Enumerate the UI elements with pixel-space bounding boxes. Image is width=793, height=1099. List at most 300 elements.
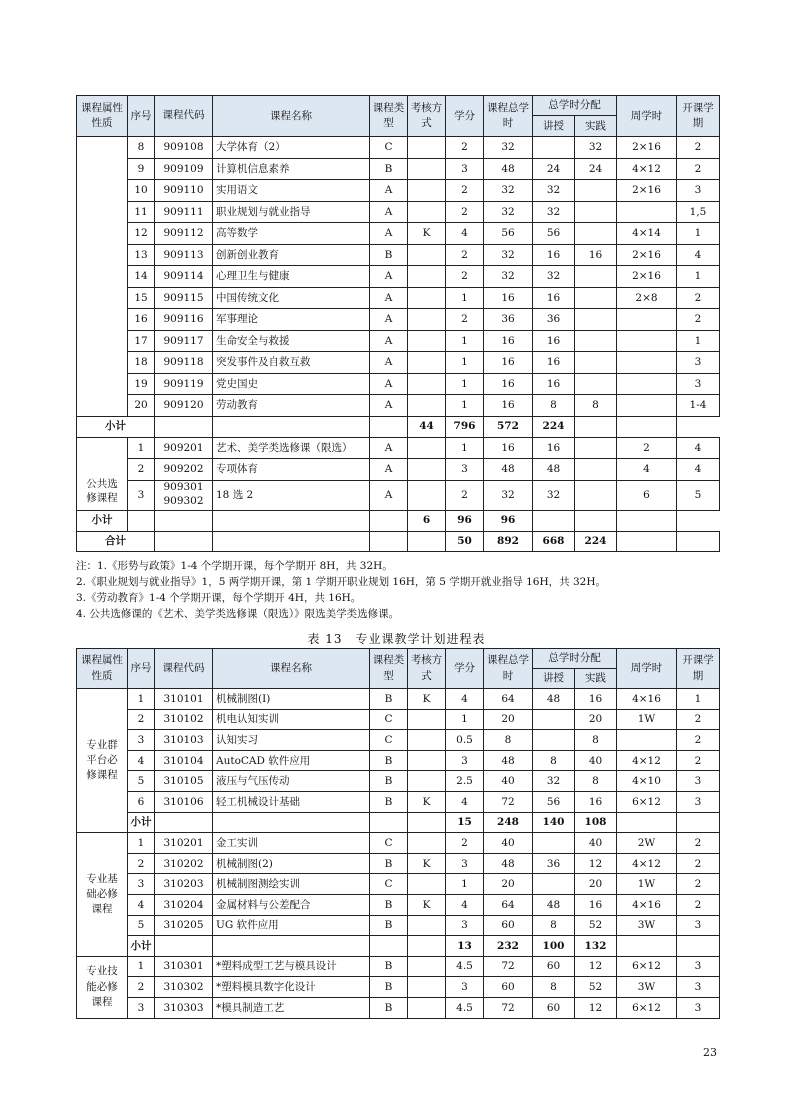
- cell-term: 2: [677, 833, 720, 854]
- cell-lecture: 48: [533, 459, 575, 481]
- cell-code: 310202: [155, 853, 213, 874]
- cell-lecture: 16: [533, 244, 575, 266]
- cell-term: 3: [677, 915, 720, 936]
- cell-lecture: [533, 137, 575, 159]
- header-lecture: 讲授: [533, 669, 575, 689]
- cell-credit: 1: [446, 287, 484, 309]
- cell-practice: 8: [575, 730, 617, 751]
- total-row: [77, 531, 720, 551]
- cell-practice: [575, 287, 617, 309]
- cell-exam: [408, 330, 446, 352]
- cell-code: 909118: [155, 352, 213, 374]
- table-row: [77, 791, 720, 812]
- cell-credit: 2.5: [446, 771, 484, 792]
- table-row: [77, 480, 720, 510]
- cell-lecture: 32: [533, 480, 575, 510]
- cell-exam: K: [408, 791, 446, 812]
- cell-term: 3: [677, 956, 720, 977]
- cell-practice: [575, 309, 617, 331]
- header-code: 课程代码: [155, 96, 213, 137]
- cell-practice: 32: [575, 137, 617, 159]
- note-line: 2.《职业规划与就业指导》1，5 两学期开课，第 1 学期开职业规划 16H，第 5 学期开就业指导 16H，共 32H。: [76, 576, 606, 588]
- cell-total: 64: [484, 689, 533, 710]
- cell-total: 60: [484, 915, 533, 936]
- cell-type: C: [370, 137, 408, 159]
- cell-practice: [575, 330, 617, 352]
- cell-empty: [370, 812, 408, 833]
- cell-weekly: 3W: [617, 915, 677, 936]
- cell-seq: 20: [128, 395, 155, 417]
- cell-practice: 52: [575, 977, 617, 998]
- cell-term: 3: [677, 180, 720, 202]
- header-dist: 总学时分配: [533, 649, 617, 669]
- cell-total: 16: [484, 373, 533, 395]
- header-seq: 序号: [128, 649, 155, 689]
- table-row: [77, 977, 720, 998]
- cell-weekly: 2×8: [617, 287, 677, 309]
- cell-credit: 3: [446, 977, 484, 998]
- elective-subtotal-label: 小计: [77, 510, 128, 531]
- course-code: 909301: [163, 481, 204, 494]
- cell-credit: 1: [446, 352, 484, 374]
- cell-exam: [408, 730, 446, 751]
- cell-name: 劳动教育: [213, 395, 370, 417]
- cell-code: 310301: [155, 956, 213, 977]
- cell-weekly: 3W: [617, 977, 677, 998]
- table-row: [77, 750, 720, 771]
- cell-name: *模具制造工艺: [213, 997, 370, 1018]
- cell-exam: [408, 158, 446, 180]
- cell-exam: [408, 997, 446, 1018]
- header-total: 课程总学时: [484, 649, 533, 689]
- cell-practice: 20: [575, 874, 617, 895]
- cell-exam: [408, 956, 446, 977]
- cell-seq: 1: [128, 437, 155, 459]
- cell-empty: [617, 936, 677, 957]
- cell-credit: 2: [446, 266, 484, 288]
- cell-total: 16: [484, 395, 533, 417]
- cell-name: 金工实训: [213, 833, 370, 854]
- table-row: [77, 771, 720, 792]
- cell-credit: 4.5: [446, 997, 484, 1018]
- cell-weekly: 2: [617, 437, 677, 459]
- header-attr: 课程属性性质: [77, 96, 128, 137]
- cell-weekly: 2×16: [617, 137, 677, 159]
- cell-term: 2: [677, 894, 720, 915]
- cell-total: 56: [484, 223, 533, 245]
- group-label: 专业技能必修课程: [77, 956, 128, 1018]
- cell-code: [155, 480, 213, 510]
- cell-lecture: 8: [533, 977, 575, 998]
- cell-practice: 52: [575, 915, 617, 936]
- cell-code: 909115: [155, 287, 213, 309]
- cell-code: 310102: [155, 709, 213, 730]
- total-total: 892: [484, 531, 533, 551]
- cell-name: UG 软件应用: [213, 915, 370, 936]
- cell-credit: 3: [446, 750, 484, 771]
- cell-lecture: 16: [533, 373, 575, 395]
- cell-weekly: [617, 395, 677, 417]
- cell-code: 909113: [155, 244, 213, 266]
- cell-code: 310103: [155, 730, 213, 751]
- cell-term: 2: [677, 287, 720, 309]
- group-label: 专业基础必修课程: [77, 833, 128, 957]
- cell-seq: 3: [128, 997, 155, 1018]
- header-weekly: 周学时: [617, 649, 677, 689]
- subtotal-credit: 44: [408, 416, 446, 437]
- cell-empty: [408, 812, 446, 833]
- cell-code: 310104: [155, 750, 213, 771]
- cell-code: 310303: [155, 997, 213, 1018]
- cell-empty: [155, 812, 213, 833]
- cell-code: 909109: [155, 158, 213, 180]
- cell-total: 48: [484, 853, 533, 874]
- cell-type: B: [370, 750, 408, 771]
- cell-lecture: [533, 709, 575, 730]
- cell-code: 310105: [155, 771, 213, 792]
- cell-type: B: [370, 853, 408, 874]
- cell-seq: 2: [128, 853, 155, 874]
- table-row: [77, 730, 720, 751]
- cell-practice: 8: [575, 771, 617, 792]
- note-line: 4. 公共选修课的《艺术、美学类选修课（限选）》限选美学类选修课。: [76, 608, 400, 620]
- cell-code: 909117: [155, 330, 213, 352]
- cell-type: B: [370, 244, 408, 266]
- cell-empty: [617, 812, 677, 833]
- cell-code: 310201: [155, 833, 213, 854]
- cell-credit: 2: [446, 309, 484, 331]
- cell-exam: [408, 352, 446, 374]
- cell-practice: 12: [575, 997, 617, 1018]
- cell-type: B: [370, 956, 408, 977]
- cell-total: 32: [484, 137, 533, 159]
- cell-name: 实用语文: [213, 180, 370, 202]
- cell-name: 中国传统文化: [213, 287, 370, 309]
- cell-type: A: [370, 459, 408, 481]
- cell-lecture: 24: [533, 158, 575, 180]
- cell-credit: 2: [446, 833, 484, 854]
- cell-total: 64: [484, 894, 533, 915]
- cell-seq: 2: [128, 709, 155, 730]
- cell-type: B: [370, 977, 408, 998]
- cell-type: B: [370, 997, 408, 1018]
- cell-weekly: 2×16: [617, 180, 677, 202]
- cell-practice: 24: [575, 158, 617, 180]
- cell-code: 909116: [155, 309, 213, 331]
- header-name: 课程名称: [213, 96, 370, 137]
- cell-lecture: 48: [533, 894, 575, 915]
- cell-name: 液压与气压传动: [213, 771, 370, 792]
- cell-term: 1: [677, 223, 720, 245]
- cell-name: 高等数学: [213, 223, 370, 245]
- cell-practice: [575, 201, 617, 223]
- cell-lecture: 8: [533, 915, 575, 936]
- header-name: 课程名称: [213, 649, 370, 689]
- cell-type: B: [370, 689, 408, 710]
- cell-type: A: [370, 180, 408, 202]
- cell-exam: [408, 137, 446, 159]
- cell-credit: 1: [446, 874, 484, 895]
- cell-type: A: [370, 373, 408, 395]
- cell-exam: [408, 480, 446, 510]
- cell-seq: 11: [128, 201, 155, 223]
- cell-weekly: [617, 330, 677, 352]
- cell-seq: 3: [128, 480, 155, 510]
- cell-weekly: [617, 309, 677, 331]
- header-term: 开课学期: [677, 96, 720, 137]
- header-credit: 学分: [446, 649, 484, 689]
- cell-name: 轻工机械设计基础: [213, 791, 370, 812]
- cell-seq: 4: [128, 894, 155, 915]
- header-type: 课程类型: [370, 96, 408, 137]
- cell-code: 310204: [155, 894, 213, 915]
- cell-practice: [575, 266, 617, 288]
- cell-seq: 1: [128, 956, 155, 977]
- cell-total: 32: [484, 266, 533, 288]
- cell-seq: 15: [128, 287, 155, 309]
- cell-credit: 2: [446, 201, 484, 223]
- cell-exam: K: [408, 223, 446, 245]
- cell-name: 职业规划与就业指导: [213, 201, 370, 223]
- cell-total: 8: [484, 730, 533, 751]
- cell-name: 认知实习: [213, 730, 370, 751]
- cell-exam: [408, 309, 446, 331]
- cell-exam: [408, 180, 446, 202]
- cell-lecture: 36: [533, 309, 575, 331]
- cell-total: 20: [484, 709, 533, 730]
- cell-seq: 3: [128, 730, 155, 751]
- cell-code: 909114: [155, 266, 213, 288]
- cell-total: 72: [484, 791, 533, 812]
- header-exam: 考核方式: [408, 96, 446, 137]
- cell-total: 32: [484, 201, 533, 223]
- table-row: [77, 158, 720, 180]
- cell-type: C: [370, 833, 408, 854]
- cell-credit: 1: [446, 395, 484, 417]
- subtotal-practice: 224: [533, 416, 575, 437]
- subtotal-total: 232: [484, 936, 533, 957]
- cell-empty: [677, 812, 720, 833]
- page-number: 23: [703, 1046, 717, 1059]
- cell-name: 生命安全与救援: [213, 330, 370, 352]
- cell-seq: 8: [128, 137, 155, 159]
- cell-seq: 5: [128, 915, 155, 936]
- table-row: [77, 287, 720, 309]
- cell-seq: 14: [128, 266, 155, 288]
- subtotal-label: 小计: [128, 812, 155, 833]
- cell-credit: 1: [446, 437, 484, 459]
- table-row: [77, 373, 720, 395]
- subtotal-label: 小计: [77, 416, 155, 437]
- cell-term: 3: [677, 977, 720, 998]
- cell-weekly: [617, 373, 677, 395]
- cell-credit: 3: [446, 853, 484, 874]
- cell-practice: [575, 373, 617, 395]
- cell-lecture: 8: [533, 395, 575, 417]
- cell-exam: [408, 874, 446, 895]
- cell-seq: 5: [128, 771, 155, 792]
- cell-code: 310302: [155, 977, 213, 998]
- cell-lecture: 60: [533, 997, 575, 1018]
- table-row: [77, 352, 720, 374]
- cell-term: 4: [677, 437, 720, 459]
- cell-credit: 3: [446, 459, 484, 481]
- cell-credit: 2: [446, 480, 484, 510]
- cell-weekly: 4×14: [617, 223, 677, 245]
- cell-total: 32: [484, 480, 533, 510]
- cell-weekly: 2×16: [617, 244, 677, 266]
- cell-credit: 3: [446, 915, 484, 936]
- table-row: [77, 689, 720, 710]
- cell-name: *塑料模具数字化设计: [213, 977, 370, 998]
- cell-code: 310203: [155, 874, 213, 895]
- subtotal-practice: 108: [575, 812, 617, 833]
- cell-weekly: 6×12: [617, 956, 677, 977]
- cell-seq: 17: [128, 330, 155, 352]
- cell-type: B: [370, 158, 408, 180]
- table-row: [77, 853, 720, 874]
- table-row: [77, 223, 720, 245]
- cell-practice: [575, 437, 617, 459]
- cell-term: 1: [677, 689, 720, 710]
- cell-code: 909108: [155, 137, 213, 159]
- cell-code: 909112: [155, 223, 213, 245]
- cell-practice: 16: [575, 244, 617, 266]
- cell-practice: 20: [575, 709, 617, 730]
- subtotal-row: [77, 812, 720, 833]
- cell-code: 909120: [155, 395, 213, 417]
- cell-credit: 4: [446, 791, 484, 812]
- cell-term: 2: [677, 874, 720, 895]
- cell-total: 16: [484, 352, 533, 374]
- subtotal-total: 796: [446, 416, 484, 437]
- table-row: [77, 266, 720, 288]
- cell-credit: 1: [446, 373, 484, 395]
- cell-practice: [575, 180, 617, 202]
- cell-weekly: 2×16: [617, 266, 677, 288]
- cell-name: 心理卫生与健康: [213, 266, 370, 288]
- cell-weekly: 1W: [617, 874, 677, 895]
- cell-exam: [408, 977, 446, 998]
- cell-term: 1: [677, 266, 720, 288]
- cell-practice: 40: [575, 833, 617, 854]
- header-total: 课程总学时: [484, 96, 533, 137]
- table-row: [77, 956, 720, 977]
- cell-total: 16: [484, 437, 533, 459]
- cell-credit: 2: [446, 180, 484, 202]
- table-notes: [76, 558, 736, 622]
- cell-term: 4: [677, 459, 720, 481]
- cell-term: 3: [677, 771, 720, 792]
- cell-name: 突发事件及自救互救: [213, 352, 370, 374]
- cell-weekly: 4×12: [617, 853, 677, 874]
- group-label: 专业群平台必修课程: [77, 689, 128, 833]
- cell-name: 军事理论: [213, 309, 370, 331]
- cell-weekly: 4: [617, 459, 677, 481]
- header-dist: 总学时分配: [533, 96, 617, 116]
- cell-lecture: 56: [533, 223, 575, 245]
- cell-lecture: 16: [533, 437, 575, 459]
- cell-exam: [408, 771, 446, 792]
- cell-empty: [213, 936, 370, 957]
- cell-weekly: 4×16: [617, 689, 677, 710]
- cell-type: A: [370, 287, 408, 309]
- cell-practice: 40: [575, 750, 617, 771]
- cell-name: 党史国史: [213, 373, 370, 395]
- subtotal-practice: 132: [575, 936, 617, 957]
- cell-term: 1,5: [677, 201, 720, 223]
- cell-credit: 4: [446, 689, 484, 710]
- cell-code: 909119: [155, 373, 213, 395]
- cell-weekly: 6×12: [617, 997, 677, 1018]
- cell-weekly: 6: [617, 480, 677, 510]
- elective-subtotal-row: [77, 510, 720, 531]
- subtotal-total: 248: [484, 812, 533, 833]
- cell-term: 3: [677, 373, 720, 395]
- group-label-cell: [77, 137, 128, 417]
- cell-practice: 16: [575, 791, 617, 812]
- cell-term: 2: [677, 158, 720, 180]
- cell-total: 16: [484, 287, 533, 309]
- total-lecture: 668: [533, 531, 575, 551]
- cell-empty: [155, 936, 213, 957]
- cell-lecture: [533, 874, 575, 895]
- header-practice: 实践: [575, 669, 617, 689]
- cell-credit: 1: [446, 709, 484, 730]
- cell-total: 48: [484, 750, 533, 771]
- table-row: [77, 309, 720, 331]
- cell-weekly: 1W: [617, 709, 677, 730]
- cell-type: C: [370, 874, 408, 895]
- cell-weekly: 4×16: [617, 894, 677, 915]
- cell-lecture: 48: [533, 689, 575, 710]
- cell-seq: 10: [128, 180, 155, 202]
- cell-lecture: 8: [533, 750, 575, 771]
- subtotal-lecture: 572: [484, 416, 533, 437]
- cell-name: 18 选 2: [213, 480, 370, 510]
- subtotal-row: [77, 936, 720, 957]
- cell-name: 艺术、美学类选修课（限选）: [213, 437, 370, 459]
- cell-lecture: 32: [533, 201, 575, 223]
- table-row: [77, 201, 720, 223]
- table-row: [77, 437, 720, 459]
- cell-term: 3: [677, 997, 720, 1018]
- cell-total: 72: [484, 956, 533, 977]
- cell-term: 2: [677, 137, 720, 159]
- cell-term: 1-4: [677, 395, 720, 417]
- table-caption: 表 13 专业课教学计划进程表: [307, 632, 486, 646]
- cell-credit: 4: [446, 223, 484, 245]
- subtotal-credit: 15: [446, 812, 484, 833]
- cell-weekly: [617, 730, 677, 751]
- cell-seq: 2: [128, 977, 155, 998]
- cell-seq: 19: [128, 373, 155, 395]
- cell-term: 2: [677, 750, 720, 771]
- cell-empty: [370, 936, 408, 957]
- cell-exam: [408, 750, 446, 771]
- cell-term: 2: [677, 853, 720, 874]
- cell-weekly: 6×12: [617, 791, 677, 812]
- cell-total: 40: [484, 833, 533, 854]
- cell-exam: K: [408, 894, 446, 915]
- cell-seq: 4: [128, 750, 155, 771]
- cell-total: 32: [484, 180, 533, 202]
- cell-total: 48: [484, 158, 533, 180]
- cell-name: 机电认知实训: [213, 709, 370, 730]
- table-row: [77, 137, 720, 159]
- cell-type: B: [370, 791, 408, 812]
- cell-lecture: [533, 833, 575, 854]
